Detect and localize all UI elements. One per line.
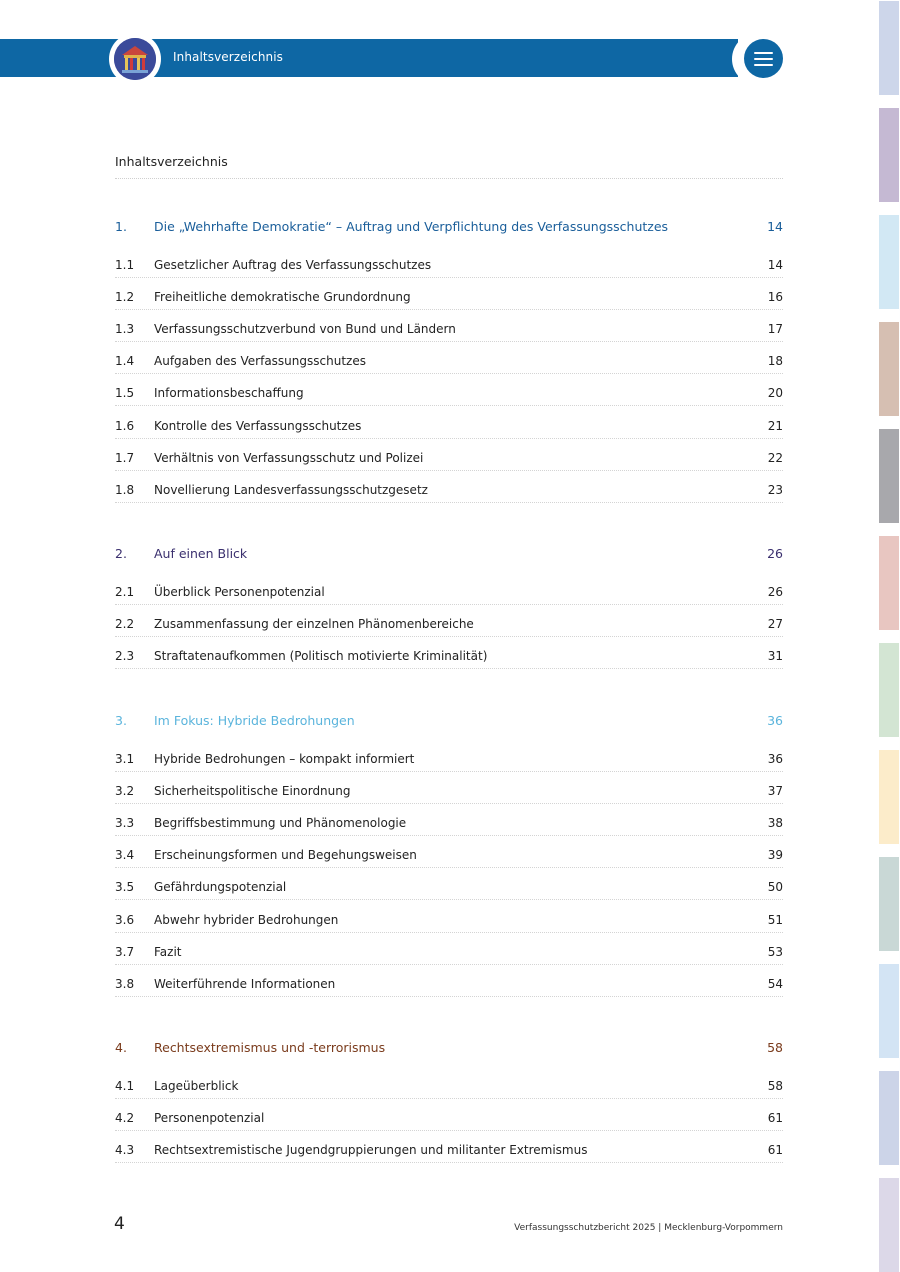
entry-page: 37 (767, 784, 783, 799)
entry-number: 3.4 (115, 848, 135, 863)
entry-title: Begriffsbestimmung und Phänomenologie (154, 816, 407, 831)
entry-number: 3.3 (115, 816, 135, 831)
entry-number: 1.7 (115, 450, 135, 465)
entry-page: 16 (767, 290, 783, 305)
entry-title: Informationsbeschaffung (154, 386, 304, 401)
toc-entry[interactable] (115, 448, 783, 471)
chapter-page: 58 (767, 1040, 783, 1055)
chapter-number: 2. (115, 546, 127, 561)
entry-number: 3.1 (115, 752, 135, 766)
chapter-tab[interactable] (879, 215, 899, 309)
header-title: Inhaltsverzeichnis (173, 50, 284, 64)
entry-page: 54 (767, 976, 783, 991)
entry-number: 3.6 (115, 912, 135, 927)
footer-text: Verfassungsschutzbericht 2025 | Mecklenburg-Vorpommern (514, 1223, 783, 1233)
entry-page: 14 (767, 258, 783, 272)
entry-number: 1.5 (115, 386, 135, 401)
toc-entry[interactable] (115, 383, 783, 406)
toc-entry[interactable] (115, 942, 783, 965)
chapter-page: 36 (767, 713, 783, 728)
entry-page: 61 (767, 1111, 783, 1126)
entry-title: Verhältnis von Verfassungsschutz und Polizei (154, 450, 424, 465)
toc-entry[interactable] (115, 1140, 783, 1163)
chapter-tab[interactable] (879, 108, 899, 202)
entry-title: Sicherheitspolitische Einordnung (154, 784, 351, 799)
chapter-tab[interactable] (879, 322, 899, 416)
toc-entry[interactable] (115, 1076, 783, 1099)
toc-entry[interactable] (115, 480, 783, 503)
entry-number: 1.2 (115, 290, 135, 305)
entry-number: 1.6 (115, 418, 135, 433)
entry-title: Straftatenaufkommen (Politisch motivierte Kriminalität) (154, 649, 488, 664)
entry-page: 31 (767, 649, 783, 664)
entry-page: 22 (767, 450, 783, 465)
entry-title: Freiheitliche demokratische Grundordnung (154, 290, 411, 305)
entry-number: 4.2 (115, 1111, 135, 1126)
entry-title: Abwehr hybrider Bedrohungen (154, 912, 339, 927)
chapter-tab[interactable] (879, 857, 899, 951)
toc-entry[interactable] (115, 319, 783, 342)
page-number: 4 (114, 1214, 125, 1234)
toc-entry[interactable] (115, 749, 783, 772)
entry-page: 17 (767, 322, 783, 337)
entry-title: Überblick Personenpotenzial (154, 585, 325, 599)
entry-number: 1.8 (115, 482, 135, 497)
parliament-building-icon (114, 38, 156, 80)
chapter-tab[interactable] (879, 1178, 899, 1272)
toc-chapter[interactable] (115, 217, 783, 237)
entry-number: 3.2 (115, 784, 135, 799)
entry-title: Gesetzlicher Auftrag des Verfassungsschutzes (154, 258, 432, 272)
entry-title: Aufgaben des Verfassungsschutzes (154, 354, 366, 369)
toc-heading: Inhaltsverzeichnis (115, 154, 228, 169)
toc-entry[interactable] (115, 781, 783, 804)
entry-title: Erscheinungsformen und Begehungsweisen (154, 848, 417, 863)
chapter-number: 4. (115, 1040, 127, 1055)
chapter-title: Auf einen Blick (154, 546, 248, 561)
entry-number: 4.1 (115, 1079, 135, 1093)
entry-page: 58 (767, 1079, 783, 1093)
toc-entry[interactable] (115, 416, 783, 439)
entry-number: 2.2 (115, 617, 135, 632)
chapter-tab[interactable] (879, 536, 899, 630)
chapter-page: 14 (767, 219, 783, 234)
toc-entry[interactable] (115, 910, 783, 933)
toc-chapter[interactable] (115, 1038, 783, 1058)
entry-title: Hybride Bedrohungen – kompakt informiert (154, 752, 415, 766)
chapter-tab[interactable] (879, 429, 899, 523)
entry-page: 18 (767, 354, 783, 369)
entry-title: Novellierung Landesverfassungsschutzgesetz (154, 482, 428, 497)
entry-number: 3.7 (115, 944, 135, 959)
logo[interactable] (109, 33, 161, 85)
entry-title: Rechtsextremistische Jugendgruppierungen und militanter Extremismus (154, 1143, 588, 1158)
chapter-number: 3. (115, 713, 127, 728)
chapter-number: 1. (115, 219, 127, 234)
toc-entry[interactable] (115, 974, 783, 997)
entry-title: Fazit (154, 944, 182, 959)
entry-title: Personenpotenzial (154, 1111, 265, 1126)
entry-page: 36 (767, 752, 783, 766)
entry-page: 21 (767, 418, 783, 433)
entry-number: 1.3 (115, 322, 135, 337)
entry-number: 1.4 (115, 354, 135, 369)
chapter-tab[interactable] (879, 964, 899, 1058)
entry-page: 26 (767, 585, 783, 599)
toc-entry[interactable] (115, 255, 783, 278)
entry-page: 50 (767, 880, 783, 895)
chapter-title: Im Fokus: Hybride Bedrohungen (154, 713, 355, 728)
entry-title: Weiterführende Informationen (154, 976, 336, 991)
toc-entry[interactable] (115, 582, 783, 605)
divider (115, 178, 783, 179)
entry-number: 2.1 (115, 585, 135, 599)
entry-page: 20 (767, 386, 783, 401)
toc-entry[interactable] (115, 877, 783, 900)
entry-number: 2.3 (115, 649, 135, 664)
entry-page: 61 (767, 1143, 783, 1158)
entry-page: 38 (767, 816, 783, 831)
toc-entry[interactable] (115, 351, 783, 374)
toc-entry[interactable] (115, 1108, 783, 1131)
entry-page: 39 (767, 848, 783, 863)
chapter-page: 26 (767, 546, 783, 561)
entry-page: 27 (767, 617, 783, 632)
chapter-title: Rechtsextremismus und -terrorismus (154, 1040, 386, 1055)
chapter-tab[interactable] (879, 1071, 899, 1165)
hamburger-menu-icon[interactable] (744, 39, 783, 78)
entry-title: Kontrolle des Verfassungsschutzes (154, 418, 362, 433)
chapter-tab[interactable] (879, 1, 899, 95)
entry-title: Zusammenfassung der einzelnen Phänomenbereiche (154, 617, 474, 632)
entry-title: Lageüberblick (154, 1079, 239, 1093)
entry-title: Verfassungsschutzverbund von Bund und Ländern (154, 322, 456, 337)
toc-entry[interactable] (115, 287, 783, 310)
entry-page: 53 (767, 944, 783, 959)
entry-title: Gefährdungspotenzial (154, 880, 287, 895)
chapter-title: Die „Wehrhafte Demokratie“ – Auftrag und Verpflichtung des Verfassungsschutzes (154, 219, 669, 234)
toc-entry[interactable] (115, 614, 783, 637)
entry-number: 3.5 (115, 880, 135, 895)
entry-page: 23 (767, 482, 783, 497)
toc-entry[interactable] (115, 845, 783, 868)
entry-number: 1.1 (115, 258, 135, 272)
chapter-tab[interactable] (879, 750, 899, 844)
entry-page: 51 (767, 912, 783, 927)
chapter-tab[interactable] (879, 643, 899, 737)
toc-entry[interactable] (115, 813, 783, 836)
toc-chapter[interactable] (115, 544, 783, 564)
entry-number: 3.8 (115, 976, 135, 991)
entry-number: 4.3 (115, 1143, 135, 1158)
toc-chapter[interactable] (115, 711, 783, 731)
toc-entry[interactable] (115, 646, 783, 669)
